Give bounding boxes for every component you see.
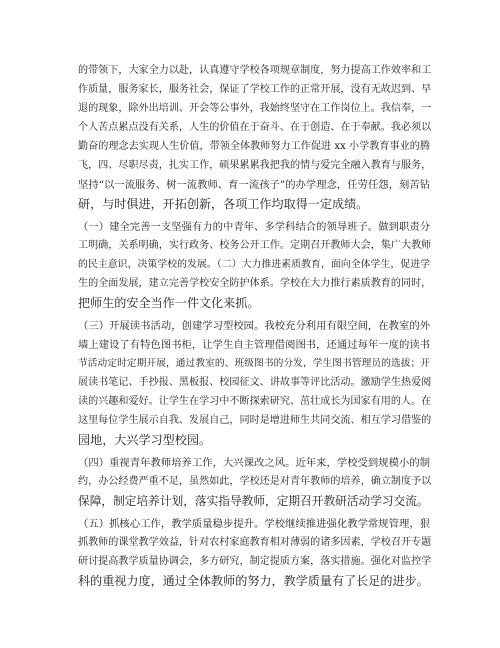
text-line: 研讨提高教学质量协调会，多方研究，制定提质方案，落实措施。强化对监控学 bbox=[78, 556, 432, 567]
text-line: 个人苦点累点没有关系，人生的价值在于奋斗、在于创造、在于奉献。我必须以 bbox=[78, 122, 432, 133]
text-line: 把师生的安全当作一件文化来抓。 bbox=[78, 296, 260, 310]
text-line: 的民主意识，决策学校的发展。（二）大力推进素质教育，面向全体学生，促进学 bbox=[78, 259, 430, 270]
text-line: 约，办公经费严重不足，虽然如此，学校还是对青年教师的培养，确立制度予以 bbox=[78, 476, 432, 487]
text-line: 展读书笔记、手抄报、黑板报、校园征文、讲故事等评比活动。激励学生热爱阅 bbox=[78, 377, 432, 388]
text-line: 节活动定时定期开展，通过教室的、班级图书的分发，学生图书管理员的选拔；开 bbox=[78, 358, 430, 369]
text-line: 保障，制定培养计划，落实指导教师，定期召开教研活动学习交流。 bbox=[78, 494, 429, 508]
text-line: 抓教师的课堂教学效益，针对农村家庭教育相对薄弱的诸多因素，学校召开专题 bbox=[78, 537, 432, 548]
text-line: 园地，大兴学习型校园。 bbox=[78, 433, 212, 447]
text-line: 作质量，服务家长，服务社会，保证了学校工作的正常开展，没有无故迟到、早 bbox=[78, 84, 432, 95]
text-line: 勤奋的理念去实现人生价值，带领全体教师努力工作促进 xx 小学教育事业的腾 bbox=[78, 141, 430, 152]
text-line: 的带领下，大家全力以赴，认真遵守学校各项规章制度，努力提高工作效率和工 bbox=[78, 65, 432, 76]
text-line: （五）抓核心工作，教学质量稳步提升。学校继续推进强化教学常规管理，狠 bbox=[78, 518, 430, 530]
text-line: 研，与时俱进，开拓创新，各项工作均取得一定成绩。 bbox=[78, 197, 369, 211]
text-line: 飞，四、尽职尽责，扎实工作，硕果累累我把我的情与爱完全融入教育与服务， bbox=[78, 160, 432, 171]
text-line: 墙上建设了有特色图书柜，让学生自主管理借阅图书，还通过每年一度的读书 bbox=[78, 339, 430, 351]
text-line: （四）重视青年教师培养工作，大兴课改之风。近年来，学校受到规模小的制 bbox=[78, 457, 430, 469]
text-line: 读的兴趣和爱好。让学生在学习中不断探索研究、茁壮成长为国家有用的人。在 bbox=[78, 396, 432, 407]
text-line: 科的重视力度，通过全体教师的努力，教学质量有了长足的进步。 bbox=[78, 574, 429, 588]
text-line: 工明确，关系明确，实行政务、校务公开工作。定期召开教师大会，集广大教师 bbox=[78, 240, 432, 251]
text-line: （一）建全完善一支坚强有力的中青年、多学科结合的领导班子。做到职责分 bbox=[78, 221, 430, 233]
text-line: 坚持“以一流服务、树一流教师、育一流孩子”的办学理念，任劳任怨，刻苦钻 bbox=[78, 179, 430, 191]
text-line: （三）开展读书活动，创建学习型校园。我校充分利用有限空间，在教室的外 bbox=[78, 320, 430, 332]
text-line: 退的现象，除外出培训、开会等公事外，我始终坚守在工作岗位上。我信奉，一 bbox=[78, 103, 432, 114]
text-line: 生的全面发展，建立完善学校安全防护体系。学校在大力推行素质教育的同时， bbox=[78, 278, 432, 289]
text-line: 这里每位学生展示自我、发展自己，同时是增进师生共同交流、相互学习借鉴的 bbox=[78, 415, 432, 426]
